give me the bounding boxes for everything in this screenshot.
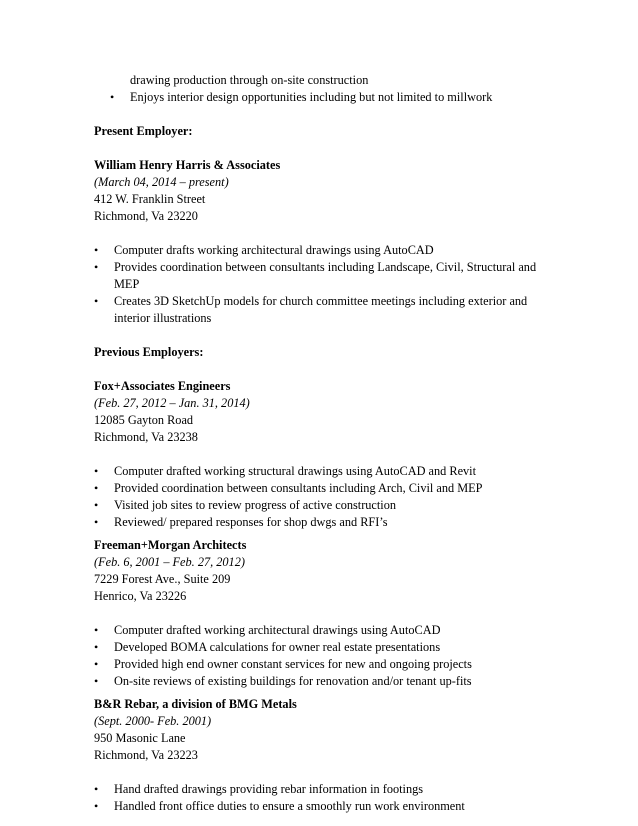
present-employer-heading: Present Employer: [94, 124, 193, 138]
duty-text: Handled front office duties to ensure a smoothly run work environment [114, 799, 465, 813]
bullet-icon: • [94, 515, 99, 529]
present-address-line-1: 412 W. Franklin Street [94, 192, 206, 206]
duty-text: Provided high end owner constant services for new and ongoing projects [114, 657, 472, 671]
continued-bullet-text: drawing production through on-site construction [130, 73, 369, 87]
resume-content [94, 72, 554, 815]
duties-list [94, 463, 554, 531]
intro-bullet-list [94, 89, 554, 106]
employer-company-name: Fox+Associates Engineers [94, 379, 231, 393]
list-item [94, 798, 554, 815]
bullet-icon: • [94, 498, 99, 512]
list-item [94, 242, 554, 259]
bullet-icon: • [110, 90, 115, 104]
employer-company-name: B&R Rebar, a division of BMG Metals [94, 697, 297, 711]
address-line-1: 12085 Gayton Road [94, 413, 194, 427]
spacer [94, 446, 554, 463]
bullet-icon: • [94, 260, 99, 274]
address-line-1: 7229 Forest Ave., Suite 209 [94, 572, 231, 586]
list-item [94, 656, 554, 673]
address-line-2: Richmond, Va 23223 [94, 748, 198, 762]
list-item [94, 463, 554, 480]
duty-text: Computer drafted working structural drawings using AutoCAD and Revit [114, 464, 477, 478]
address-line-1: 950 Masonic Lane [94, 731, 186, 745]
list-item [94, 259, 554, 293]
employment-dates: (Sept. 2000- Feb. 2001) [94, 714, 212, 728]
present-address-line-2: Richmond, Va 23220 [94, 209, 198, 223]
bullet-icon: • [94, 243, 99, 257]
present-company-name: William Henry Harris & Associates [94, 158, 281, 172]
duty-text: Hand drafted drawings providing rebar information in footings [114, 782, 424, 796]
list-item [94, 639, 554, 656]
previous-employers-heading: Previous Employers: [94, 345, 204, 359]
spacer [94, 605, 554, 622]
list-item [94, 673, 554, 690]
bullet-text: Enjoys interior design opportunities including but not limited to millwork [130, 90, 493, 104]
list-item [94, 480, 554, 497]
present-duties-list [94, 242, 554, 327]
list-item [94, 514, 554, 531]
duty-text: Provides coordination between consultants including Landscape, Civil, Structural and MEP [114, 260, 537, 291]
list-item [94, 497, 554, 514]
duty-text: Visited job sites to review progress of active construction [114, 498, 397, 512]
bullet-icon: • [94, 623, 99, 637]
duties-list [94, 781, 554, 815]
duty-text: Creates 3D SketchUp models for church committee meetings including exterior and interior illustrations [114, 294, 528, 325]
bullet-icon: • [94, 799, 99, 813]
bullet-icon: • [94, 674, 99, 688]
employment-dates: (Feb. 27, 2012 – Jan. 31, 2014) [94, 396, 250, 410]
spacer [94, 361, 554, 378]
list-item [94, 293, 554, 327]
bullet-icon: • [94, 657, 99, 671]
list-item [110, 89, 554, 106]
duty-text: Computer drafted working architectural drawings using AutoCAD [114, 623, 441, 637]
employment-dates: (Feb. 6, 2001 – Feb. 27, 2012) [94, 555, 245, 569]
present-employment-dates: (March 04, 2014 – present) [94, 175, 229, 189]
address-line-2: Richmond, Va 23238 [94, 430, 198, 444]
bullet-icon: • [94, 640, 99, 654]
duty-text: Computer drafts working architectural drawings using AutoCAD [114, 243, 434, 257]
duty-text: Provided coordination between consultants including Arch, Civil and MEP [114, 481, 483, 495]
list-item [94, 622, 554, 639]
duty-text: On-site reviews of existing buildings for renovation and/or tenant up-fits [114, 674, 472, 688]
address-line-2: Henrico, Va 23226 [94, 589, 187, 603]
duties-list [94, 622, 554, 690]
spacer [94, 140, 554, 157]
bullet-icon: • [94, 481, 99, 495]
spacer [94, 764, 554, 781]
list-item [94, 781, 554, 798]
spacer [94, 106, 554, 123]
duty-text: Developed BOMA calculations for owner real estate presentations [114, 640, 441, 654]
spacer [94, 327, 554, 344]
spacer [94, 225, 554, 242]
bullet-icon: • [94, 294, 99, 308]
employer-company-name: Freeman+Morgan Architects [94, 538, 247, 552]
bullet-icon: • [94, 464, 99, 478]
bullet-icon: • [94, 782, 99, 796]
duty-text: Reviewed/ prepared responses for shop dwgs and RFI’s [114, 515, 388, 529]
